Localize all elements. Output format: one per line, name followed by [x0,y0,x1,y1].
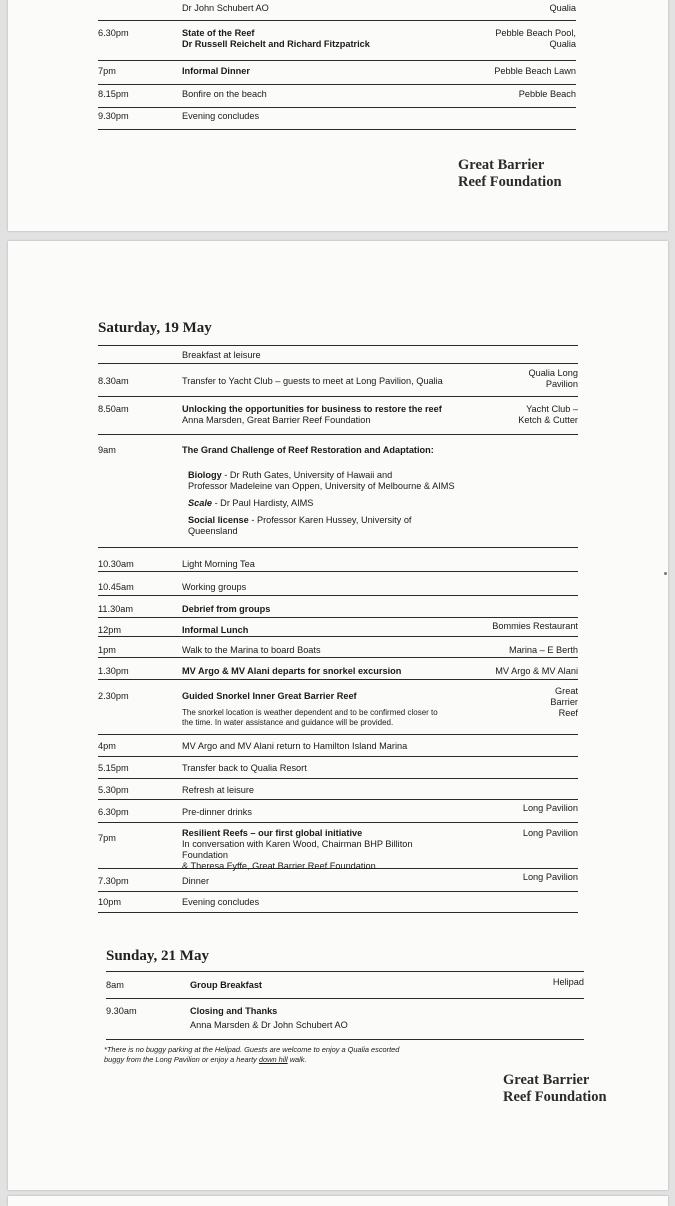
row-note: The snorkel location is weather dependent and to be confirmed closer to the time. In water assistance and guidance will be provided. [182,708,438,727]
page-2 [8,241,668,1190]
row-event: Dr John Schubert AO [182,3,269,13]
row-event: Refresh at leisure [182,785,255,795]
row-time: 1.30pm [98,666,129,676]
row-venue: Barrier [550,697,578,707]
row-event: Transfer to Yacht Club – guests to meet at Long Pavilion, Qualia [182,376,443,386]
row-speakers: Dr Russell Reichelt and Richard Fitzpatrick [182,39,370,49]
row-event: Dinner [182,876,210,886]
row-venue: MV Argo & MV Alani [495,666,578,676]
schedule-table [98,0,576,140]
row-event: Bonfire on the beach [182,89,267,99]
row-time: 7pm [98,833,116,843]
row-time: 6.30pm [98,28,129,38]
row-venue: Marina – E Berth [509,645,578,655]
row-venue: Qualia Long [528,368,578,378]
row-event: Transfer back to Qualia Resort [182,763,307,773]
row-speakers: & Theresa Fyffe, Great Barrier Reef Foundation [182,861,376,871]
page-3-edge [8,1196,668,1206]
row-venue: Helipad [552,977,584,987]
footnote-underline: down hill [258,1055,288,1064]
row-time: 8am [106,980,124,990]
row-time: 12pm [98,625,121,635]
day-heading-saturday: Saturday, 19 May [98,320,212,336]
row-event: MV Argo & MV Alani departs for snorkel excursion [182,666,402,676]
row-time: 10.30am [98,559,134,569]
topic-text: - Professor Karen Hussey, University of Queensland [188,515,412,536]
row-venue: Reef [558,708,578,718]
row-time: 7pm [98,66,116,76]
row-time: 11.30am [98,604,134,614]
foundation-logo [458,157,562,191]
row-venue: Great [555,686,578,696]
topic-label: Biology [188,470,222,480]
row-venue: Qualia [549,39,576,49]
row-time: 9am [98,445,116,455]
row-time: 9.30am [106,1006,137,1016]
sunday-schedule [106,971,584,1041]
row-event: The Grand Challenge of Reef Restoration and Adaptation: [182,445,434,455]
row-event: Evening concludes [182,897,260,907]
logo-line: Great Barrier [503,1072,590,1088]
logo-line: Reef Foundation [458,174,562,190]
row-event: Breakfast at leisure [182,350,261,360]
row-time: 9.30pm [98,111,129,121]
row-event: MV Argo and MV Alani return to Hamilton Island Marina [182,741,408,751]
row-venue: Pebble Beach Lawn [494,66,576,76]
row-venue: Long Pavilion [522,803,578,813]
row-event: Working groups [182,582,247,592]
row-event: Closing and Thanks [190,1006,278,1016]
row-time: 8.15pm [98,89,129,99]
row-event: State of the Reef [182,28,255,38]
topic-label: Scale [188,498,213,508]
logo-line: Reef Foundation [503,1089,607,1105]
topic-text: - Dr Ruth Gates, University of Hawaii and [221,470,393,480]
row-speakers: Anna Marsden, Great Barrier Reef Foundation [182,415,371,425]
row-event: Pre-dinner drinks [182,807,252,817]
footnote-line [104,1055,574,1065]
row-venue: Pebble Beach Pool, [495,28,576,38]
row-time: 4pm [98,741,116,751]
row-speakers: In conversation with Karen Wood, Chairman BHP Billiton Foundation [182,839,413,860]
row-venue: Qualia [549,3,576,13]
topic-label: Social license [188,515,249,525]
row-time: 10.45am [98,582,134,592]
row-event: Debrief from groups [182,604,271,614]
row-time: 5.30pm [98,785,129,795]
row-time: 7.30pm [98,876,129,886]
row-event: Evening concludes [182,111,260,121]
row-venue: Pebble Beach [518,89,576,99]
social-line [188,515,458,537]
row-event: Walk to the Marina to board Boats [182,645,321,655]
row-event: Informal Dinner [182,66,250,76]
footnote-line: *There is no buggy parking at the Helipad. Guests are welcome to enjoy a Qualia escorted [104,1045,400,1054]
topic-text: Professor Madeleine van Oppen, University of Melbourne & AIMS [188,481,455,491]
footnote-text: walk. [287,1055,307,1064]
row-speakers: Anna Marsden & Dr John Schubert AO [190,1020,348,1030]
row-event: Light Morning Tea [182,559,255,569]
page-1 [8,0,668,231]
scale-line [188,498,458,509]
row-time: 5.15pm [98,763,129,773]
footnote-text: buggy from the Long Pavilion or enjoy a hearty [104,1055,259,1064]
row-event: Resilient Reefs – our first global initiative [182,828,363,838]
logo-line: Great Barrier [458,157,545,173]
helipad-footnote [104,1045,574,1065]
topic-text: - Dr Paul Hardisty, AIMS [212,498,314,508]
row-time: 2.30pm [98,691,129,701]
row-venue: Bommies Restaurant [492,621,578,631]
row-time: 1pm [98,645,116,655]
scan-speck [664,572,667,575]
biology-line [188,470,458,481]
row-venue: Pavilion [545,379,578,389]
row-event: Unlocking the opportunities for business to restore the reef [182,404,442,414]
row-time: 8.30am [98,376,129,386]
saturday-schedule [98,241,578,921]
row-venue: Long Pavilion [522,828,578,838]
row-venue: Ketch & Cutter [518,415,578,425]
row-event: Informal Lunch [182,625,249,635]
row-venue: Long Pavilion [522,872,578,882]
row-event: Group Breakfast [190,980,262,990]
foundation-logo [503,1072,607,1106]
row-time: 8.50am [98,404,129,414]
row-time: 10pm [98,897,121,907]
day-heading-sunday: Sunday, 21 May [106,948,209,964]
row-time: 6.30pm [98,807,129,817]
row-venue: Yacht Club – [526,404,578,414]
row-event: Guided Snorkel Inner Great Barrier Reef [182,691,357,701]
